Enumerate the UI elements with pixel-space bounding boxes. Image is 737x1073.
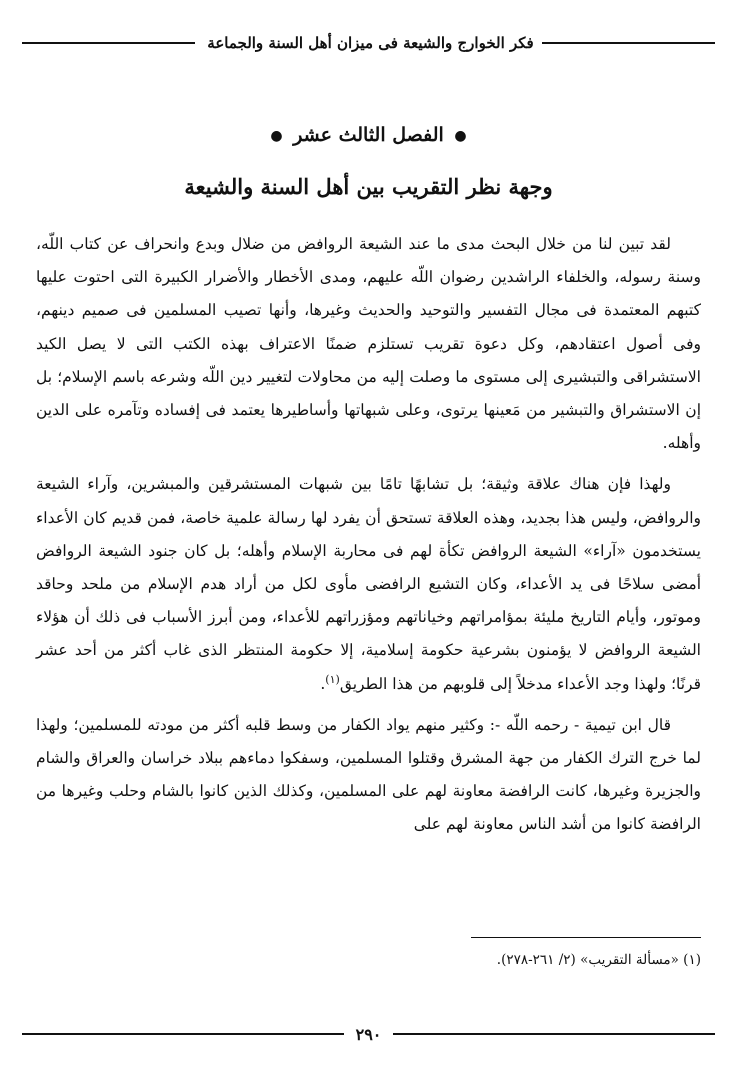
footnote-rule [471,937,701,938]
header-rule-left [22,42,195,44]
running-header [22,30,715,56]
footer-rule-left [22,1033,344,1035]
chapter-heading [0,124,737,146]
paragraph-2-text: ولهذا فإن هناك علاقة وثيقة؛ بل تشابهًا تامًا بين شبهات المستشرقين والمبشرين، وآراء الشيعة والروافض، وليس هذا بجديد، وهذه العلاقة تستحق أن يفرد لها رسالة علمية خاصة، فمن قديم كان الأعداء يستخدمون «آراء» الشيعة الروافض تكأة لهم فى محاربة الإسلام وأهله؛ بل كان جنود الشيعة الروافض أمضى سلاحًا فى يد الأعداء، وكان التشيع الرافضى مأوى لكل من أراد هدم الإسلام من ملحد وحاقد وموتور، وأيام التاريخ مليئة بمؤامراتهم وخياناتهم ومؤزراتهم للأعداء، ومن أبرز الأسباب فى ذلك أن هؤلاء الشيعة الروافض لا يؤمنون بشرعية حكومة إسلامية، إلا حكومة المنتظر الذى غاب أكثر من أحد عشر قرنًا؛ ولهذا وجد الأعداء مدخلاً إلى قلوبهم من هذا الطريق [36,475,701,693]
paragraph-2-end: . [320,674,326,693]
running-title: فكر الخوارج والشيعة فى ميزان أهل السنة والجماعة [207,34,534,52]
paragraph-2 [36,468,701,700]
header-rule-right [542,42,715,44]
page-footer [22,1022,715,1046]
bullet-icon: ● [454,128,467,144]
chapter-title: الفصل الثالث عشر [293,124,444,146]
paragraph-1: لقد تبين لنا من خلال البحث مدى ما عند الشيعة الروافض من ضلال وبدع وانحراف عن كتاب اللّه، وسنة رسوله، والخلفاء الراشدين رضوان اللّه عليهم، ومدى الأخطار والأضرار الكبيرة التى احتوت عليها كتبهم المعتمدة فى مجال التفسير والتوحيد والحديث وغيرها، وأنها تصيب المسلمين فى صميم دينهم، وفى أصول اعتقادهم، وكل دعوة تقريب تستلزم ضمنًا الاعتراف بهذه الكتب التى لا يصل الكيد الاستشراقى والتبشيرى إلى مستوى ما وصلت إليه من محاولات لتغيير دين اللّه وشرعه باسم الإسلام؛ بل إن الاستشراق والتبشير من مَعينها يرتوى، وعلى شبهاتها وأساطيرها يعتمد فى إفساده وتآمره على الدين وأهله. [36,235,701,453]
section-title: وجهة نظر التقريب بين أهل السنة والشيعة [184,174,553,199]
footnote: (١) «مسألة التقريب» (٢/ ٢٦١-٢٧٨). [496,952,701,968]
footer-rule-right [393,1033,715,1035]
page-number: ٢٩٠ [355,1024,382,1044]
body-text [36,228,701,850]
paragraph-3: قال ابن تيمية - رحمه اللّه -: وكثير منهم يواد الكفار من وسط قلبه أكثر من مودته للمسلمين؛ ولهذا لما خرج الترك الكفار من جهة المشرق وقتلوا المسلمين، وسفكوا دماءهم ببلاد خراسان والعراق والشام والجزيرة وغيرها، كانت الرافضة معاونة لهم على المسلمين، وكذلك الذين كانوا بالشام وحلب وغيرها من الرافضة كانوا من أشد الناس معاونة لهم على [36,715,701,834]
footnote-marker: (١) [325,672,340,686]
bullet-icon: ● [270,128,283,144]
